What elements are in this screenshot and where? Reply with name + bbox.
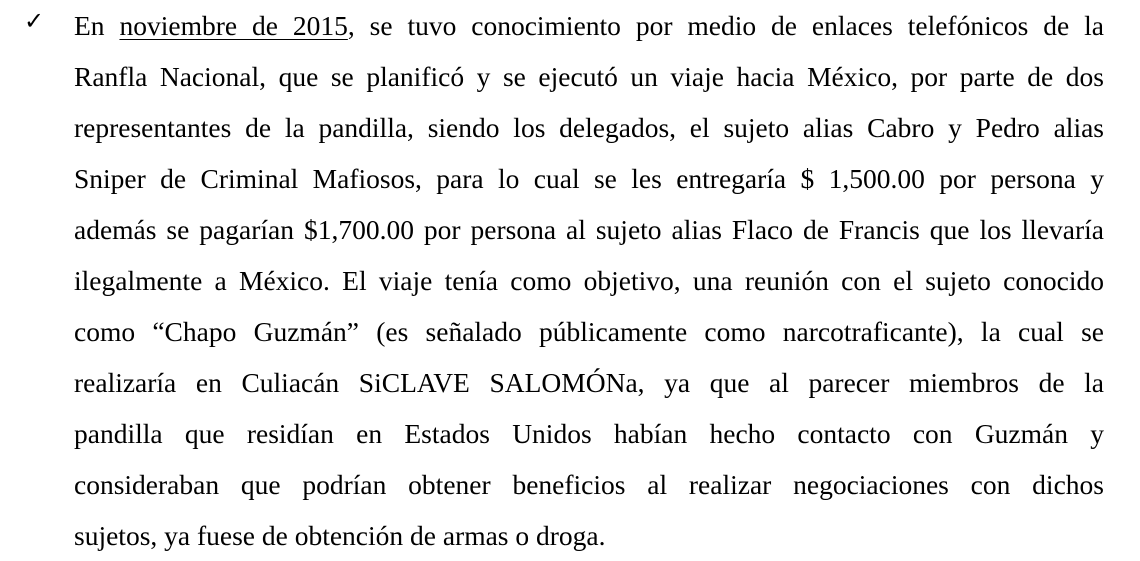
paragraph-line: consideraban que podrían obtener beneficios al realizar negociaciones con dichos — [74, 469, 1104, 500]
paragraph-line: ilegalmente a México. El viaje tenía como objetivo, una reunión con el sujeto conocido — [74, 265, 1104, 296]
line-text: En — [74, 10, 120, 41]
paragraph-line: representantes de la pandilla, siendo los delegados, el sujeto alias Cabro y Pedro alias — [74, 112, 1104, 143]
line-text: , se tuvo conocimiento por medio de enlaces telefónicos de la — [347, 10, 1104, 41]
paragraph-line: Ranfla Nacional, que se planificó y se ejecutó un viaje hacia México, por parte de dos — [74, 61, 1104, 92]
bullet-paragraph — [74, 0, 1104, 561]
paragraph-line: sujetos, ya fuese de obtención de armas o droga. — [74, 520, 606, 551]
paragraph-line: como “Chapo Guzmán” (es señalado públicamente como narcotraficante), la cual se — [74, 316, 1104, 347]
underlined-date: noviembre de 2015 — [119, 10, 348, 41]
checkmark-icon: ✓ — [24, 7, 45, 35]
paragraph-line — [74, 0, 1104, 51]
paragraph-line: pandilla que residían en Estados Unidos habían hecho contacto con Guzmán y — [74, 418, 1104, 449]
paragraph-line: además se pagarían $1,700.00 por persona al sujeto alias Flaco de Francis que los llevaría — [74, 214, 1104, 245]
paragraph-line: realizaría en Culiacán SiCLAVE SALOMÓNa, ya que al parecer miembros de la — [74, 367, 1104, 398]
paragraph-line: Sniper de Criminal Mafiosos, para lo cual se les entregaría $ 1,500.00 por persona y — [74, 163, 1104, 194]
